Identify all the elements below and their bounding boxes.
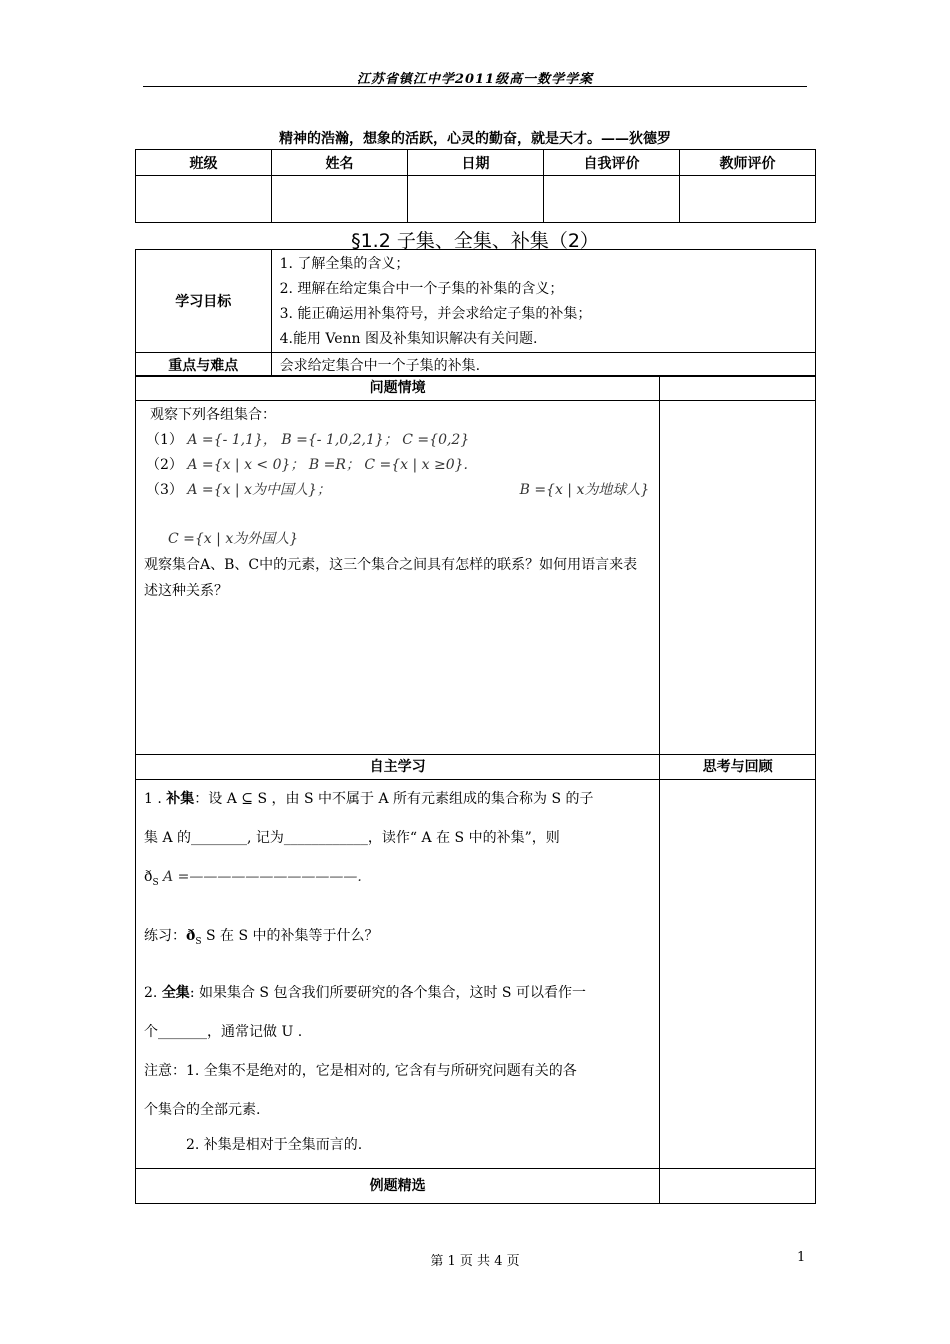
header-rule (143, 86, 807, 87)
goals-content (271, 250, 815, 353)
self-study-content (136, 780, 660, 1169)
complement-symbol: ð (144, 869, 153, 885)
col-teacher-eval: 教师评价 (680, 150, 816, 176)
note-1: 注意：1. 全集不是绝对的，它是相对的, 它含有与所研究问题有关的各 (144, 1062, 577, 1079)
col-class: 班级 (136, 150, 272, 176)
line-number: （2） (146, 457, 183, 473)
goal-item: 2. 理解在给定集合中一个子集的补集的含义； (279, 281, 564, 297)
cell-name (272, 176, 408, 223)
item-number: 2. (144, 984, 162, 1001)
key-points-text: 会求给定集合中一个子集的补集. (271, 353, 815, 377)
universal-set-definition (144, 974, 651, 1013)
definition-text: ：设 A ⊆ S ，由 S 中不属于 A 所有元素组成的集合称为 S 的子 (194, 791, 594, 807)
goal-item: 3. 能正确运用补集符号，并会求给定子集的补集； (279, 306, 592, 322)
page-number: 1 (797, 1250, 806, 1265)
line-number: （1） (146, 432, 183, 448)
goals-table (135, 249, 816, 377)
situation-side-header (660, 376, 816, 401)
review-notes (660, 780, 816, 1169)
exercise-label: 练习： (144, 927, 186, 944)
main-table (135, 375, 816, 1204)
situation-notes (660, 401, 816, 755)
complement-definition (144, 780, 651, 819)
review-header: 思考与回顾 (660, 755, 816, 780)
examples-side (660, 1169, 816, 1204)
definition-text: : 如果集合 S 包含我们所要研究的各个集合，这时 S 可以看作一 (189, 984, 586, 1001)
exercise-question: S 在 S 中的补集等于什么？ (201, 927, 379, 944)
col-self-eval: 自我评价 (544, 150, 680, 176)
situation-line-3 (146, 478, 649, 503)
cell-self-eval (544, 176, 680, 223)
term-universal-set: 全集 (161, 984, 190, 1001)
goals-label: 学习目标 (136, 250, 272, 353)
universal-set-definition-2: 个_______，通常记做 U . (144, 1023, 303, 1040)
examples-header: 例题精选 (136, 1169, 660, 1204)
math-expression: A ={x | x为中国人}； (187, 482, 331, 498)
section-title: §1.2 子集、全集、补集（2） (351, 230, 599, 252)
self-study-header: 自主学习 (136, 755, 660, 780)
situation-line-1 (146, 428, 649, 453)
situation-question: 观察集合A、B、C中的元素，这三个集合之间具有怎样的联系？如何用语言来表述这种关系？ (144, 557, 638, 599)
exercise (144, 917, 651, 962)
note-1-cont: 个集合的全部元素. (144, 1101, 261, 1118)
document-header: 江苏省镇江中学2011级高一数学学案 (356, 72, 594, 87)
situation-line-2 (146, 453, 649, 478)
term-complement: 补集 (166, 791, 195, 807)
formula-blank: A =————————————. (158, 869, 362, 885)
complement-symbol: ð (186, 927, 196, 944)
symbol-subscript: S (195, 936, 202, 947)
col-name: 姓名 (272, 150, 408, 176)
item-number: 1 . (144, 791, 167, 807)
symbol-subscript: S (152, 877, 159, 888)
math-expression: A ={- 1,1}， B ={- 1,0,2,1}； C ={0,2} (187, 432, 470, 448)
situation-content (136, 401, 660, 755)
situation-intro: 观察下列各组集合： (150, 407, 276, 423)
key-points-label: 重点与难点 (136, 353, 272, 377)
situation-header: 问题情境 (136, 376, 660, 401)
math-expression: B ={x | x为地球人} (519, 482, 650, 498)
complement-definition-2: 集 A 的________, 记为____________，读作“ A 在 S 中的补集”，则 (144, 830, 560, 846)
col-date: 日期 (408, 150, 544, 176)
note-2: 2. 补集是相对于全集而言的. (186, 1136, 363, 1153)
page-footer: 第 1 页 共 4 页 (430, 1254, 520, 1269)
goal-item: 1. 了解全集的含义； (279, 256, 410, 272)
cell-class (136, 176, 272, 223)
line-number: （3） (146, 482, 183, 498)
math-expression: A ={x | x < 0}； B =R； C ={x | x ≥0}. (187, 457, 468, 473)
cell-teacher-eval (680, 176, 816, 223)
complement-formula (144, 858, 651, 903)
evaluation-table (135, 149, 816, 223)
goal-item: 4.能用 Venn 图及补集知识解决有关问题. (279, 331, 538, 347)
cell-date (408, 176, 544, 223)
motto: 精神的浩瀚，想象的活跃，心灵的勤奋，就是天才。——狄德罗 (279, 131, 671, 147)
situation-line-3c: C ={x | x为外国人} (168, 531, 299, 547)
